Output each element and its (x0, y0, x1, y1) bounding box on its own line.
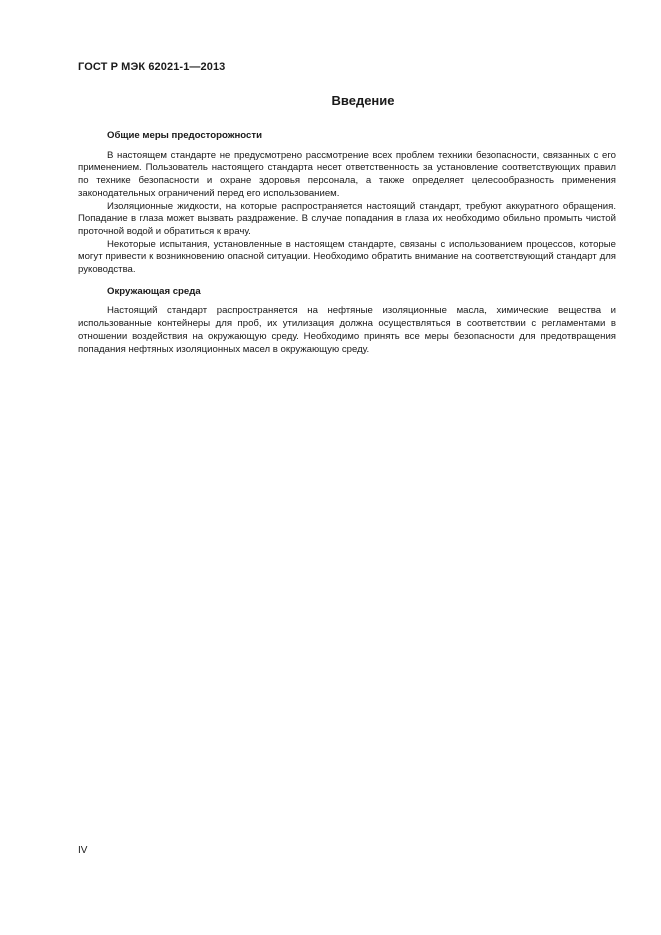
page-title: Введение (331, 93, 395, 108)
document-body (78, 130, 616, 356)
page-number: IV (78, 845, 88, 856)
section-general-precautions (78, 130, 616, 277)
section-heading: Окружающая среда (107, 285, 201, 297)
section-heading: Общие меры предосторожности (107, 130, 262, 141)
paragraph: Некоторые испытания, установленные в настоящем стандарте, связаны с использованием процессов, которые могут привести к возникновению опасной ситуации. Необходимо обратить внимание на соответствующий стандарт для руководства. (78, 238, 616, 276)
standard-code-header: ГОСТ Р МЭК 62021-1—2013 (78, 61, 226, 73)
paragraph: Настоящий стандарт распространяется на нефтяные изоляционные масла, химические вещества и использованные контейнеры для проб, их утилизация должна осуществляться в соответствии с регламентами в отношении воздействия на окружающую среду. Необходимо принять все меры безопасности для предотвращения попадания нефтяных изоляционных масел в окружающую среду. (78, 305, 616, 355)
paragraph: В настоящем стандарте не предусмотрено рассмотрение всех проблем техники безопасности, связанных с его применением. Пользователь настоящего стандарта несет ответственность за установление соответствующих правил по технике безопасности и охране здоровья персонала, а также определяет целесообразность применения законодательных ограничений перед его использованием. (78, 149, 616, 199)
section-environment (78, 286, 616, 357)
paragraph: Изоляционные жидкости, на которые распространяется настоящий стандарт, требуют аккуратного обращения. Попадание в глаза может вызвать раздражение. В случае попадания в глаза их необходимо обильно промыть чистой проточной водой и обратиться к врачу. (78, 200, 616, 237)
